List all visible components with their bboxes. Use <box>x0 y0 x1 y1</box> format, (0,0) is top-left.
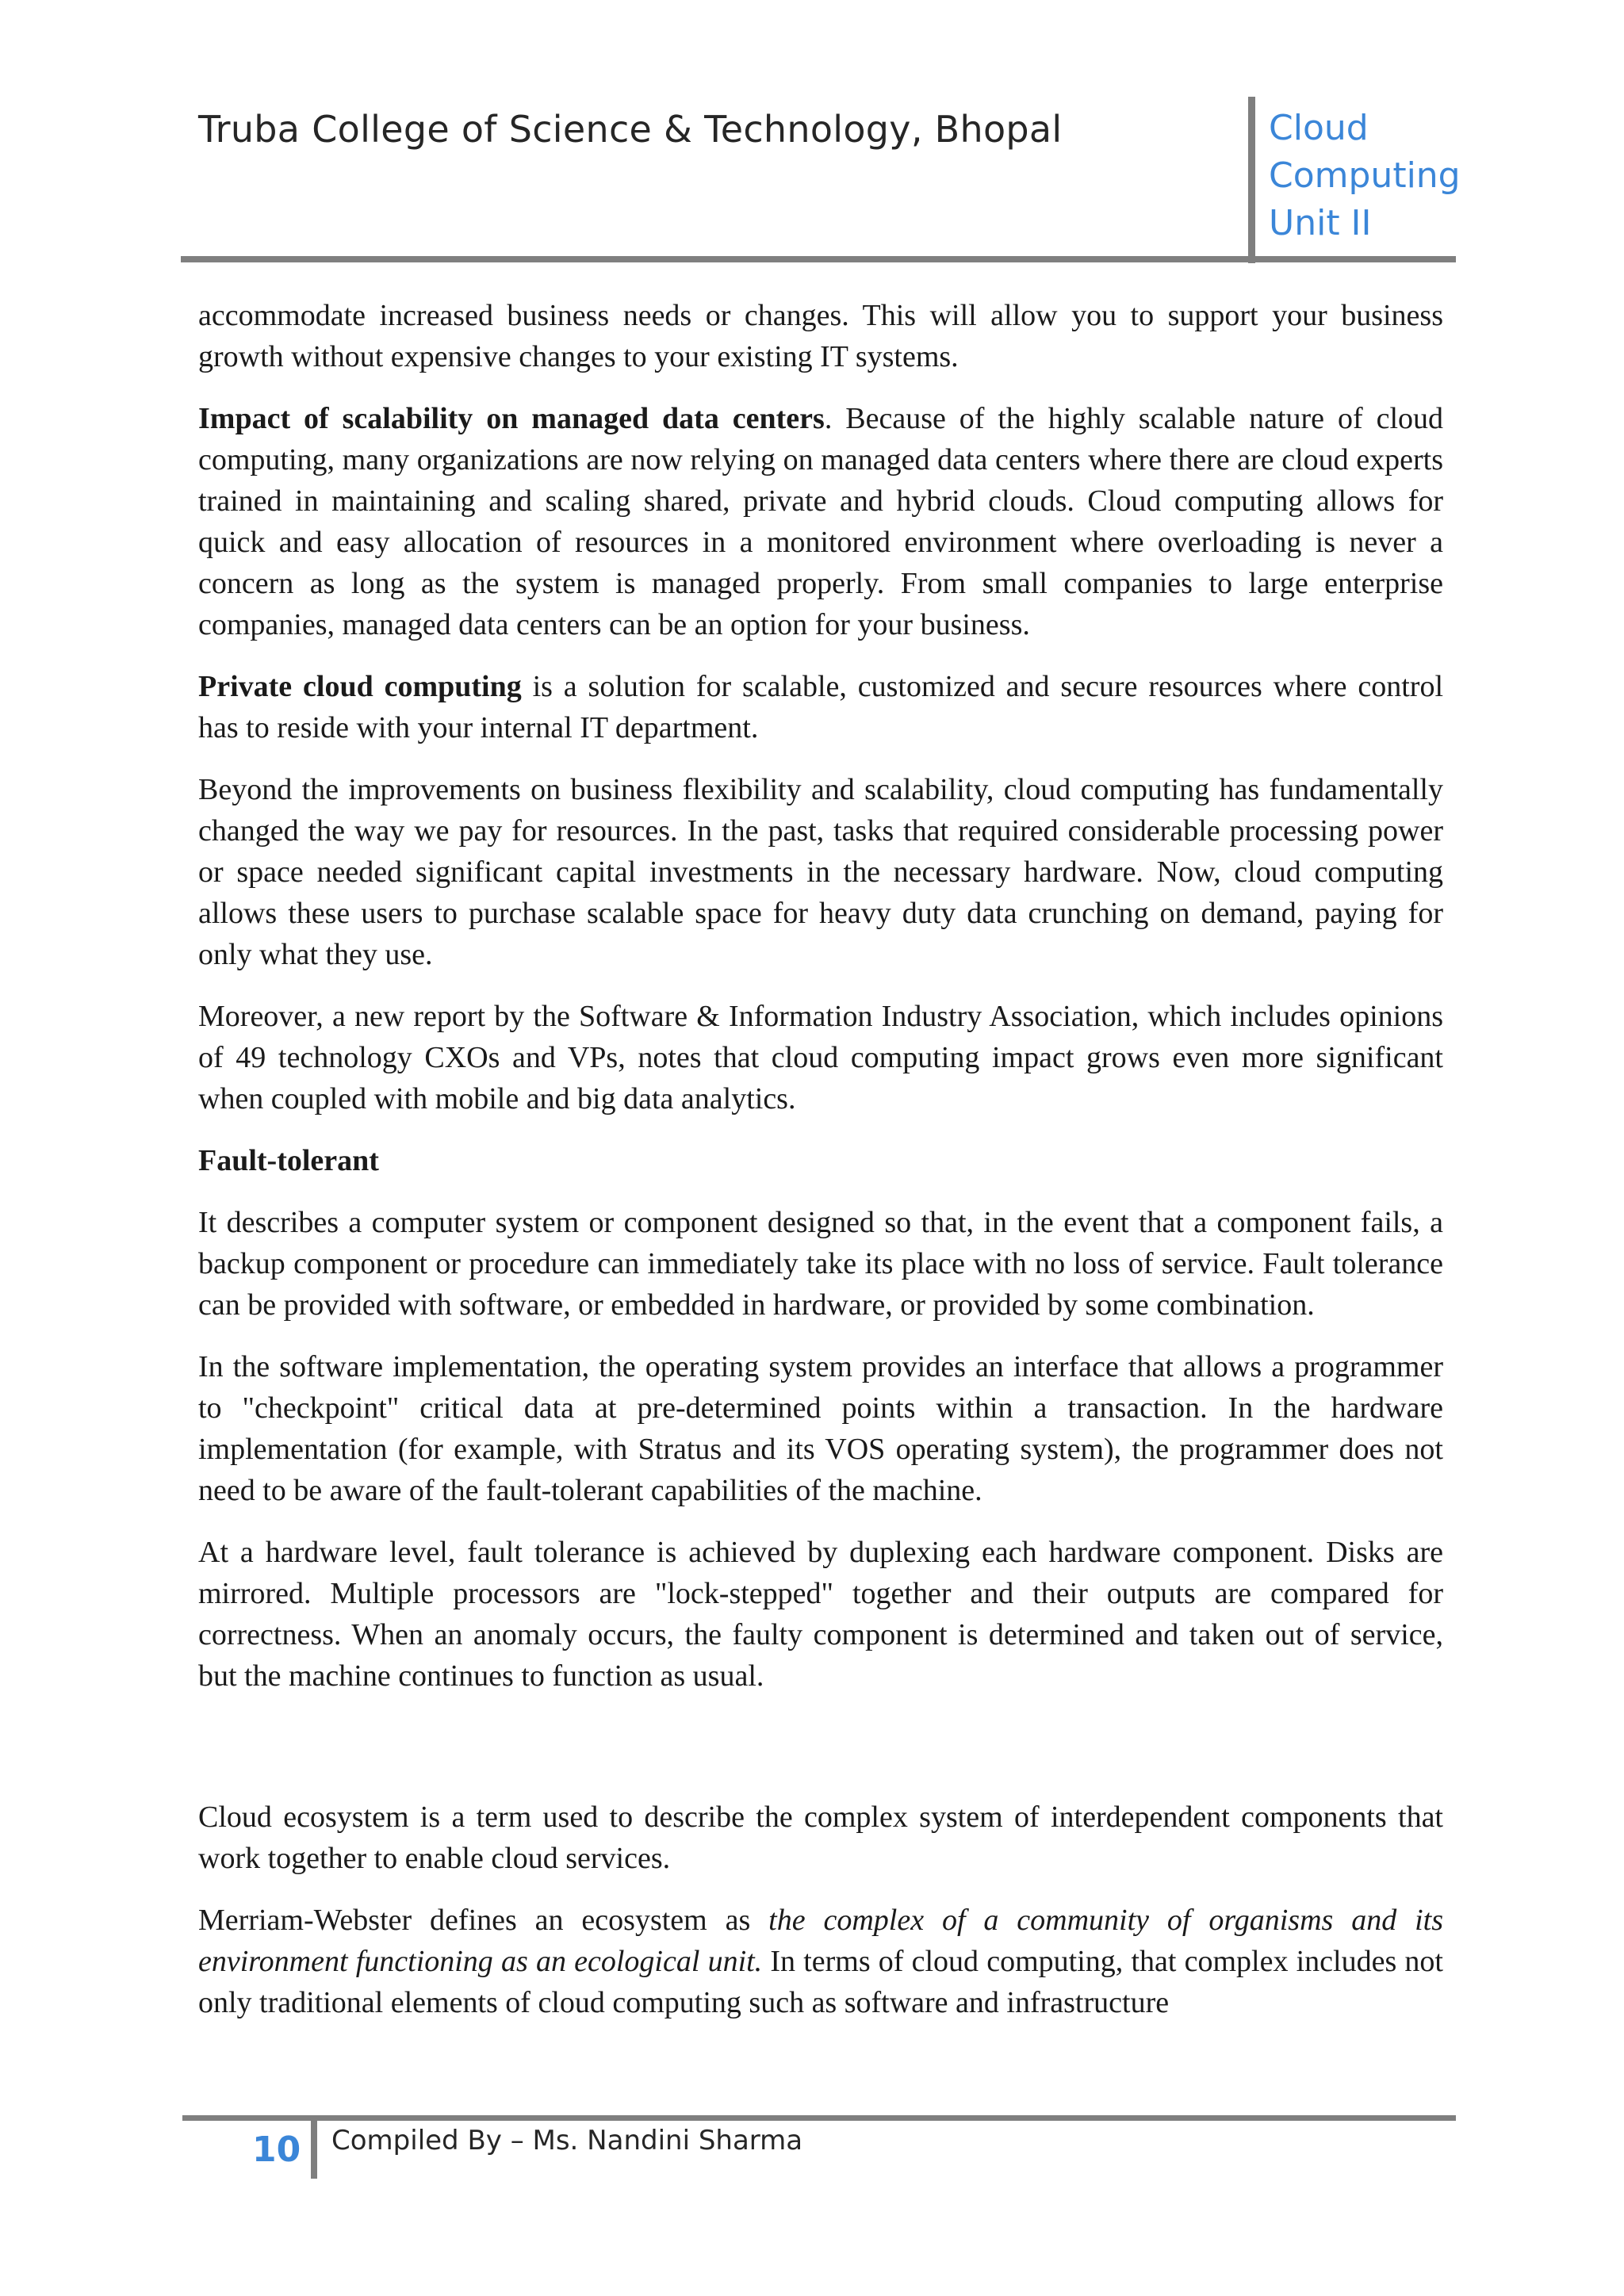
paragraph-text: is a solution for scalable, customized and secure resources where control has to reside with your internal IT department. <box>198 670 1444 744</box>
paragraph-software-implementation: In the software implementation, the operating system provides an interface that allows a programmer to "checkpoint" critical data at pre-determined points within a transaction. In the hardware implementation (for example, with Stratus and its VOS operating system), the programmer does not need to be aware of the fault-tolerant capabilities of the machine. <box>198 1350 1443 1507</box>
heading-text: Fault-tolerant <box>198 1144 379 1177</box>
subject-line-2: Computing <box>1269 155 1461 196</box>
subject-line-3: Unit II <box>1269 203 1372 243</box>
inline-heading-scalability: Impact of scalability on managed data centers <box>198 402 825 435</box>
paragraph-continuation: accommodate increased business needs or changes. This will allow you to support your business growth without expensive changes to your existing IT systems. <box>198 299 1443 373</box>
header-horizontal-rule <box>181 256 1456 262</box>
footer-vertical-rule <box>311 2118 317 2179</box>
footer-horizontal-rule <box>182 2115 1456 2121</box>
compiled-by: Compiled By – Ms. Nandini Sharma <box>331 2125 803 2156</box>
subject-label <box>1269 105 1461 247</box>
page-body <box>198 295 1443 2044</box>
paragraph-private-cloud <box>198 666 1443 748</box>
paragraph-text: In terms of cloud computing, that complex includes not only traditional elements of cloud computing such as software and infrastructure <box>198 1945 1443 2019</box>
page-number: 10 <box>252 2130 301 2170</box>
paragraph-merriam-webster <box>198 1900 1443 2023</box>
paragraph-resources: Beyond the improvements on business flexibility and scalability, cloud computing has fundamentally changed the way we pay for resources. In the past, tasks that required considerable processing power or space needed significant capital investments in the necessary hardware. Now, cloud computing allows these users to purchase scalable space for heavy duty data crunching on demand, paying for only what they use. <box>198 773 1443 971</box>
section-heading-fault-tolerant <box>198 1140 1443 1181</box>
header-vertical-rule <box>1248 97 1255 263</box>
subject-line-1: Cloud <box>1269 108 1369 148</box>
paragraph-text: . Because of the highly scalable nature of cloud computing, many organizations are now relying on managed data centers where there are cloud experts trained in maintaining and scaling shared, private and hybrid clouds. Cloud computing allows for quick and easy allocation of resources in a monitored environment where overloading is never a concern as long as the system is managed properly. From small companies to large enterprise companies, managed data centers can be an option for your business. <box>198 402 1443 641</box>
paragraph-fault-definition: It describes a computer system or component designed so that, in the event that a component fails, a backup component or procedure can immediately take its place with no loss of service. Fault tolerance can be provided with software, or embedded in hardware, or provided by some combination. <box>198 1206 1443 1322</box>
inline-heading-private-cloud: Private cloud computing <box>198 670 522 703</box>
paragraph-managed-data-centers <box>198 398 1443 645</box>
ecosystem-definition-italic: the complex of a community of organisms and its environment functioning as an ecological unit. <box>198 1904 1443 1978</box>
institution-title: Truba College of Science & Technology, Bhopal <box>198 108 1063 151</box>
paragraph-cloud-ecosystem: Cloud ecosystem is a term used to describe the complex system of interdependent components that work together to enable cloud services. <box>198 1800 1443 1875</box>
paragraph-text: Merriam-Webster defines an ecosystem as <box>198 1904 769 1937</box>
paragraph-hardware-level: At a hardware level, fault tolerance is achieved by duplexing each hardware component. Disks are mirrored. Multiple processors are "lock-stepped" together and their outputs are compared for correctness. When an anomaly occurs, the faulty component is determined and taken out of service, but the machine continues to function as usual. <box>198 1536 1443 1693</box>
blank-space <box>198 1717 1443 1797</box>
paragraph-siia-report: Moreover, a new report by the Software & Information Industry Association, which includes opinions of 49 technology CXOs and VPs, notes that cloud computing impact grows even more significant when coupled with mobile and big data analytics. <box>198 1000 1443 1115</box>
